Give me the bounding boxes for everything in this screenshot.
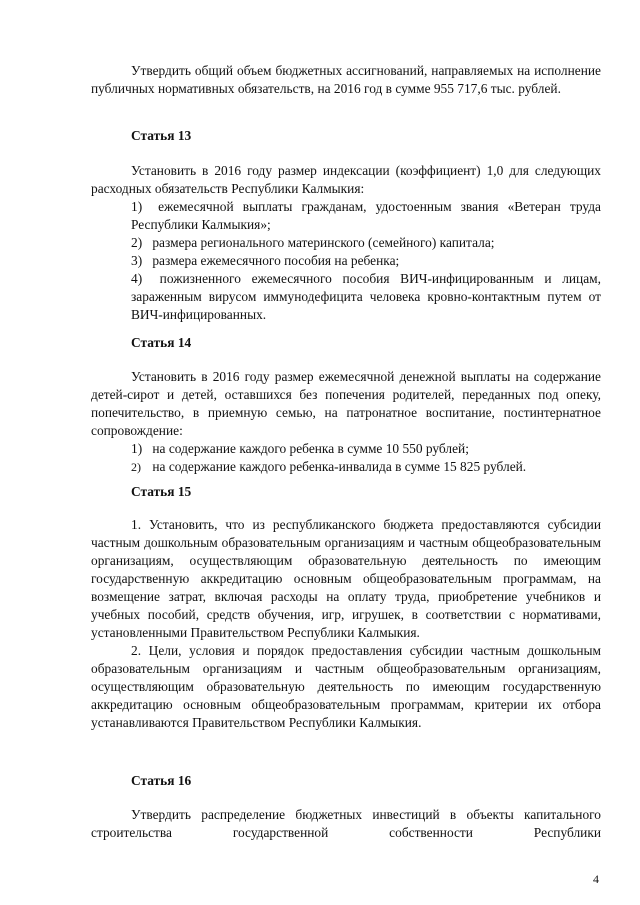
article-15-paragraph-2: 2. Цели, условия и порядок предоставления субсидии частным дошкольным образовательным организациям и частным общеобразовательным организациям, осуществляющим образовательную деятельность по имеющим государственную аккредитацию основным общеобразовательным программам, критерии их отбора устанавливаются Правительством Республики Калмыкия.	[91, 643, 601, 730]
paragraph-text: Утвердить общий объем бюджетных ассигнований, направляемых на исполнение публичных нормативных обязательств, на 2016 год в сумме 955 717,6 тыс. рублей.	[91, 63, 601, 96]
list-item	[91, 234, 601, 252]
list-item	[91, 270, 601, 324]
list-item	[91, 198, 601, 234]
article-15-paragraph-1: 1. Установить, что из республиканского бюджета предоставляются субсидии частным дошкольным образовательным организациям и частным общеобразовательным организациям, осуществляющим образовательную деятельность по имеющим государственную аккредитацию основным общеобразовательным программам, на возмещение затрат, включая расходы на оплату труда, приобретение учебников и учебных пособий, средств обучения, игр, игрушек, в соответствии с нормативами, установленными Правительством Республики Калмыкия.	[91, 517, 601, 640]
article-16-paragraph-1: Утвердить распределение бюджетных инвестиций в объекты капитального строительства государственной собственности Республики	[91, 807, 601, 840]
list-item-number: 2)	[131, 460, 141, 474]
article-14-heading: Статья 14	[131, 335, 192, 350]
list-item-text: на содержание каждого ребенка-инвалида в сумме 15 825 рублей.	[152, 459, 527, 474]
list-item-number: 3)	[131, 253, 143, 268]
article-16-heading: Статья 16	[131, 773, 192, 788]
list-item-text: размера ежемесячного пособия на ребенка;	[152, 253, 400, 268]
list-item	[91, 440, 601, 458]
article-15-body	[91, 516, 601, 732]
article-14-body	[91, 368, 601, 476]
list-item-text: пожизненного ежемесячного пособия ВИЧ-инфицированным и лицам, зараженным вирусом иммунодефицита человека кровно-контактным путем от ВИЧ-инфицированных.	[131, 271, 601, 322]
list-item-number: 1)	[131, 441, 143, 456]
article-16-body	[91, 806, 601, 842]
article-13-heading: Статья 13	[131, 128, 192, 143]
list-item-text: на содержание каждого ребенка в сумме 10 550 рублей;	[152, 441, 469, 456]
list-item-number: 4)	[131, 271, 143, 286]
paragraph-budget-allocations	[91, 62, 601, 98]
list-item	[91, 252, 601, 270]
list-item-number: 1)	[131, 199, 143, 214]
article-14-intro: Установить в 2016 году размер ежемесячной денежной выплаты на содержание детей-сирот и детей, оставшихся без попечения родителей, переданных под опеку, попечительство, в приемную семью, на патронатное воспитание, постинтернатное сопровождение:	[91, 369, 601, 438]
article-13-intro: Установить в 2016 году размер индексации (коэффициент) 1,0 для следующих расходных обязательств Республики Калмыкия:	[91, 163, 601, 196]
list-item-text: размера регионального материнского (семейного) капитала;	[152, 235, 495, 250]
list-item	[91, 458, 601, 476]
article-13-body	[91, 162, 601, 324]
list-item-text: ежемесячной выплаты гражданам, удостоенным звания «Ветеран труда Республики Калмыкия»;	[131, 199, 601, 232]
article-15-heading: Статья 15	[131, 484, 192, 499]
page-number: 4	[593, 872, 599, 886]
list-item-number: 2)	[131, 235, 143, 250]
